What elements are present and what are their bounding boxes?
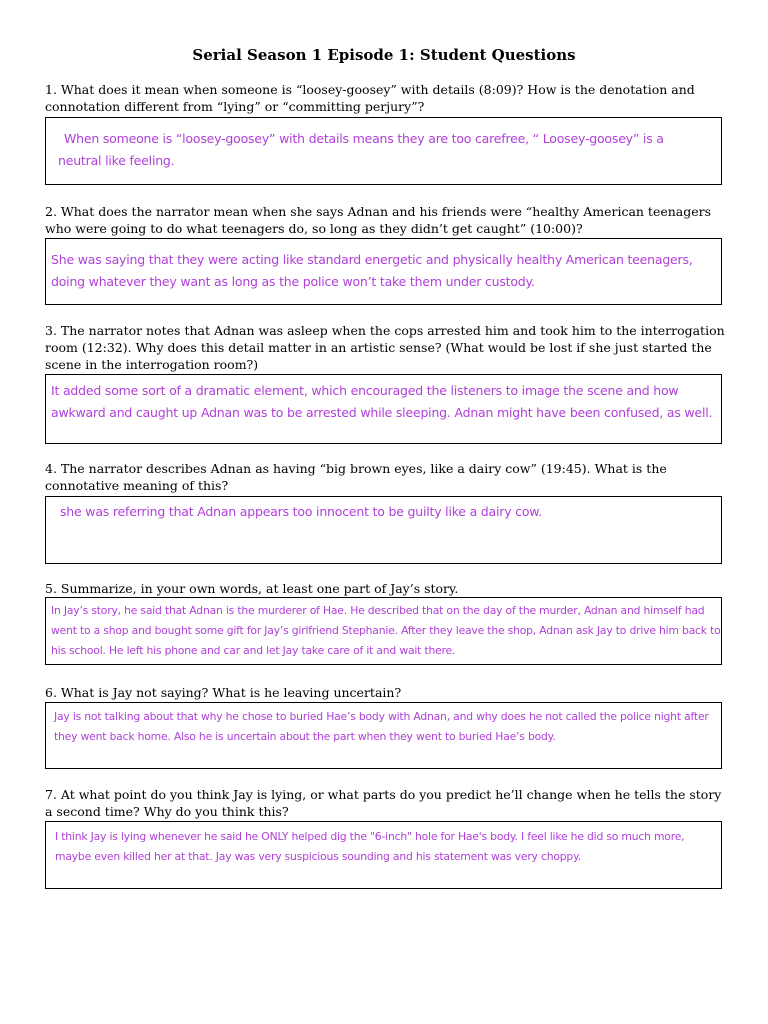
page-title: Serial Season 1 Episode 1: Student Questions bbox=[192, 46, 576, 64]
answer-5: In Jay’s story, he said that Adnan is the murderer of Hae. He described that on the day of the murder, Adnan and himself had went to a shop and bought some gift for Jay’s girlfriend Stephanie. After they leave the shop, Adnan ask Jay to drive him back to his school. He left his phone and car and let Jay take care of it and wait there. bbox=[51, 604, 721, 657]
question-6: 6. What is Jay not saying? What is he leaving uncertain? bbox=[45, 685, 402, 700]
answer-2: She was saying that they were acting like standard energetic and physically healthy American teenagers, doing whatever they want as long as the police won’t take them under custody. bbox=[51, 252, 693, 289]
answer-4: she was referring that Adnan appears too innocent to be guilty like a dairy cow. bbox=[60, 504, 542, 519]
question-5: 5. Summarize, in your own words, at least one part of Jay’s story. bbox=[45, 581, 459, 596]
question-7: 7. At what point do you think Jay is lying, or what parts do you predict he’ll change when he tells the story a second time? Why do you think this? bbox=[45, 787, 722, 819]
question-4: 4. The narrator describes Adnan as having “big brown eyes, like a dairy cow” (19:45). What is the connotative meaning of this? bbox=[45, 461, 667, 493]
question-1: 1. What does it mean when someone is “loosey-goosey” with details (8:09)? How is the denotation and connotation different from “lying” or “committing perjury”? bbox=[45, 82, 695, 114]
answer-7: I think Jay is lying whenever he said he ONLY helped dig the "6-inch" hole for Hae's body. I feel like he did so much more, maybe even killed her at that. Jay was very suspicious sounding and his statement was very choppy. bbox=[55, 830, 685, 863]
question-2: 2. What does the narrator mean when she says Adnan and his friends were “healthy American teenagers who were going to do what teenagers do, so long as they didn’t get caught” (10:00)? bbox=[45, 204, 712, 236]
answer-1: When someone is “loosey-goosey” with details means they are too carefree, “ Loosey-goosey” is a neutral like feeling. bbox=[58, 131, 664, 168]
question-3: 3. The narrator notes that Adnan was asleep when the cops arrested him and took him to the interrogation room (12:32). Why does this detail matter in an artistic sense? (What would be lost if she just started the scene in the interrogation room?) bbox=[45, 323, 725, 372]
answer-6: Jay is not talking about that why he chose to buried Hae’s body with Adnan, and why does he not called the police night after they went back home. Also he is uncertain about the part when they went to buried Hae’s body. bbox=[54, 710, 709, 743]
answer-3: It added some sort of a dramatic element, which encouraged the listeners to image the scene and how awkward and caught up Adnan was to be arrested while sleeping. Adnan might have been confused, as well. bbox=[51, 383, 713, 420]
